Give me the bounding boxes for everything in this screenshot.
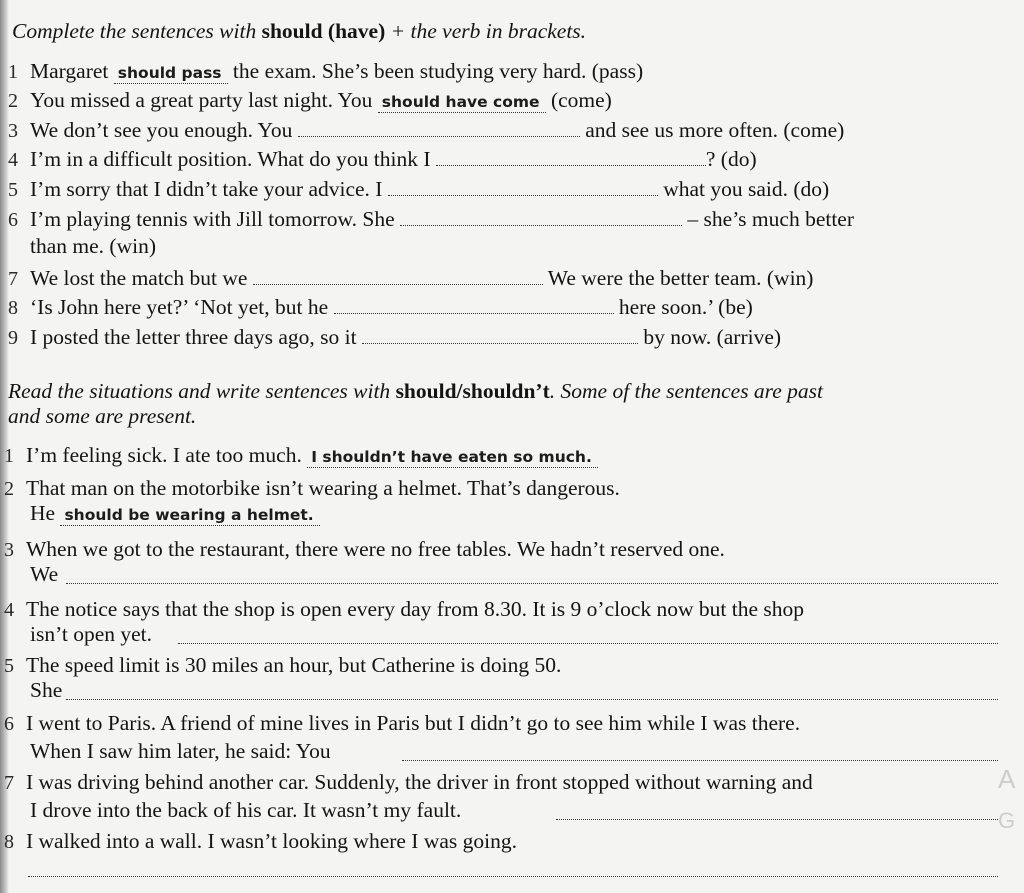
ex2-item-1: 1 I’m feeling sick. I ate too much. I shouldn’t have eaten so much. (4, 442, 598, 469)
ex2-item-3-cont: We (30, 562, 59, 586)
watermark-letter-g: G (998, 808, 1016, 833)
ex2-item-2: 2 That man on the motorbike isn’t wearing a helmet. That’s dangerous. (4, 476, 620, 500)
ex1-blank-3[interactable] (298, 116, 580, 137)
ex2-item-6-cont: When I saw him later, he said: You (30, 739, 331, 763)
ex2-item-3: 3 When we got to the restaurant, there were no free tables. We hadn’t reserved one. (4, 537, 725, 561)
ex2-blank-7[interactable] (556, 817, 998, 820)
watermark-letter-a: A (998, 764, 1016, 794)
ex2-item-7: 7 I was driving behind another car. Suddenly, the driver in front stopped without warning and (4, 770, 813, 794)
ex2-item-8: 8 I walked into a wall. I wasn’t looking where I was going. (4, 829, 518, 853)
ex2-blank-3[interactable] (66, 581, 998, 584)
ex1-item-6: 6 I’m playing tennis with Jill tomorrow. She – she’s much better (8, 207, 855, 231)
ex2-answer-1[interactable]: I shouldn’t have eaten so much. (307, 447, 598, 468)
ex1-blank-9[interactable] (362, 323, 638, 344)
ex1-item-8: 8 ‘Is John here yet?’ ‘Not yet, but he here soon.’ (be) (8, 295, 753, 319)
ex2-blank-5[interactable] (66, 697, 998, 700)
ex2-item-2-cont: He should be wearing a helmet. (30, 500, 320, 526)
ex1-item-5: 5 I’m sorry that I didn’t take your advice. I what you said. (do) (8, 177, 830, 201)
ex2-item-4: 4 The notice says that the shop is open every day from 8.30. It is 9 o’clock now but the shop (4, 597, 805, 621)
ex2-blank-6[interactable] (402, 758, 998, 761)
ex2-blank-8[interactable] (28, 874, 998, 877)
ex1-blank-5[interactable] (388, 175, 658, 196)
ex1-item-7: 7 We lost the match but we We were the better team. (win) (8, 266, 814, 290)
ex1-item-3: 3 We don’t see you enough. You and see us more often. (come) (8, 118, 845, 142)
ex1-item-4: 4 I’m in a difficult position. What do you think I ? (do) (8, 147, 757, 171)
ex2-answer-2[interactable]: should be wearing a helmet. (60, 505, 319, 526)
exercise1-instruction: Complete the sentences with should (have) + the verb in brackets. (12, 19, 587, 43)
ex2-blank-4[interactable] (178, 641, 998, 644)
ex1-blank-7[interactable] (253, 264, 543, 285)
ex2-item-5: 5 The speed limit is 30 miles an hour, but Catherine is doing 50. (4, 653, 562, 677)
ex1-item-1: 1 Margaret should pass the exam. She’s been studying very hard. (pass) (8, 59, 644, 83)
ex1-item-2: 2 You missed a great party last night. You should have come (come) (8, 88, 612, 112)
exercise2-instruction-line2: and some are present. (8, 404, 197, 428)
ex2-item-6: 6 I went to Paris. A friend of mine lives in Paris but I didn’t go to see him while I was there. (4, 711, 801, 735)
ex1-blank-8[interactable] (334, 293, 614, 314)
ex1-item-6-cont: than me. (win) (30, 234, 156, 258)
ex2-item-7-cont: I drove into the back of his car. It wasn’t my fault. (30, 798, 462, 822)
ex1-answer-1[interactable]: should pass (114, 63, 228, 84)
exercise2-instruction-line1: Read the situations and write sentences with should/shouldn’t. Some of the sentences are past (8, 379, 824, 403)
ex1-blank-6[interactable] (400, 205, 682, 226)
ex1-answer-2[interactable]: should have come (378, 92, 546, 113)
ex1-item-9: 9 I posted the letter three days ago, so it by now. (arrive) (8, 325, 782, 349)
ex1-blank-4[interactable] (436, 145, 706, 166)
ex2-item-4-cont: isn’t open yet. (30, 622, 153, 646)
ex2-item-5-cont: She (30, 678, 63, 702)
